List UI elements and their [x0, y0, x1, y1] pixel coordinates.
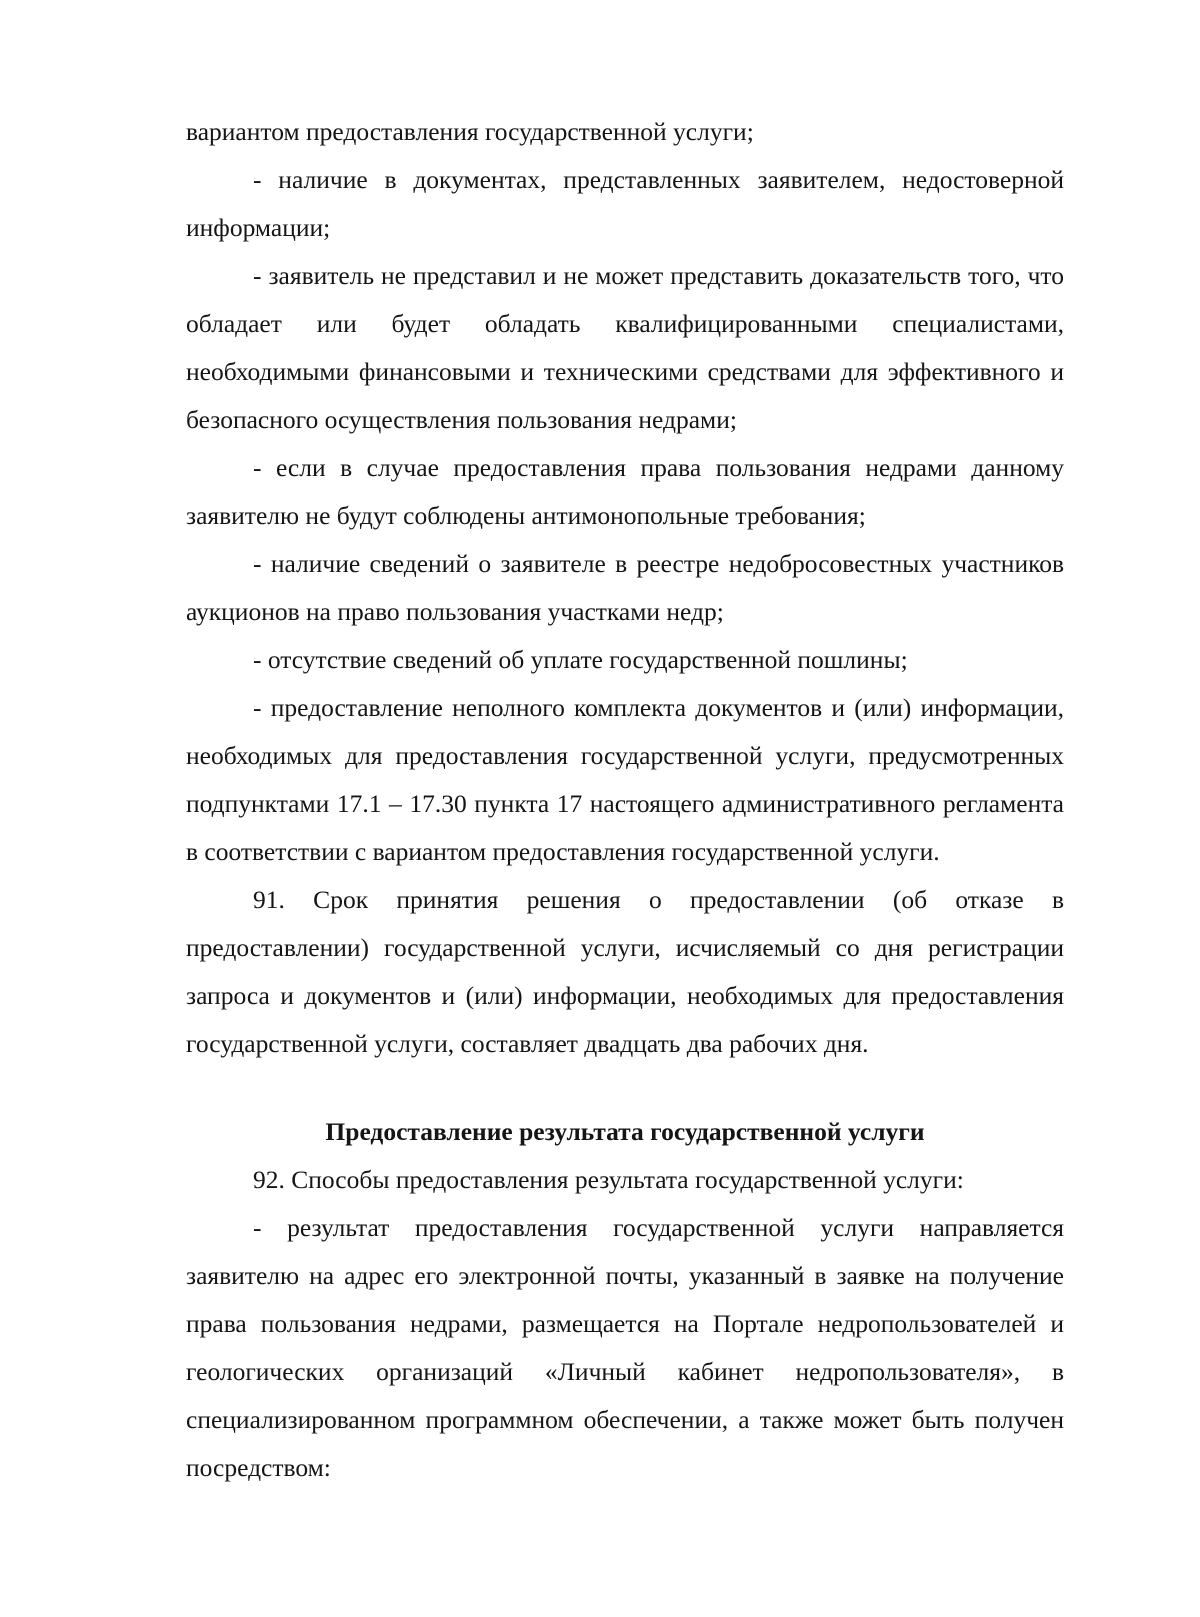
list-item-no-evidence: - заявитель не представил и не может представить доказательств того, что обладает или будет обладать квалифицированными специалистами, необходимыми финансовыми и техническими средствами для эффективного и безопасного осуществления пользования недрами; [186, 261, 1064, 434]
section-heading: Предоставление результата государственной услуги [325, 1117, 925, 1146]
paragraph-continuation: вариантом предоставления государственной услуги; [186, 117, 754, 146]
list-item-incomplete-documents: - предоставление неполного комплекта документов и (или) информации, необходимых для предоставления государственной услуги, предусмотренных подпунктами 17.1 – 17.30 пункта 17 настоящего административного регламента в соответствии с вариантом предоставления государственной услуги. [186, 693, 1064, 866]
list-item-registry: - наличие сведений о заявителе в реестре недобросовестных участников аукционов на право пользования участками недр; [186, 549, 1064, 626]
document-body [186, 108, 1064, 1492]
list-item-unreliable-information: - наличие в документах, представленных заявителем, недостоверной информации; [186, 165, 1064, 242]
list-item-state-fee: - отсутствие сведений об уплате государственной пошлины; [253, 645, 908, 674]
list-item-result-delivery: - результат предоставления государственной услуги направляется заявителю на адрес его электронной почты, указанный в заявке на получение права пользования недрами, размещается на Портале недропользователей и геологических организаций «Личный кабинет недропользователя», в специализированном программном обеспечении, а также может быть получен посредством: [186, 1213, 1064, 1482]
list-item-antimonopoly: - если в случае предоставления права пользования недрами данному заявителю не будут соблюдены антимонопольные требования; [186, 453, 1064, 530]
paragraph-92: 92. Способы предоставления результата государственной услуги: [253, 1165, 964, 1194]
paragraph-91: 91. Срок принятия решения о предоставлении (об отказе в предоставлении) государственной услуги, исчисляемый со дня регистрации запроса и документов и (или) информации, необходимых для предоставления государственной услуги, составляет двадцать два рабочих дня. [186, 885, 1064, 1058]
